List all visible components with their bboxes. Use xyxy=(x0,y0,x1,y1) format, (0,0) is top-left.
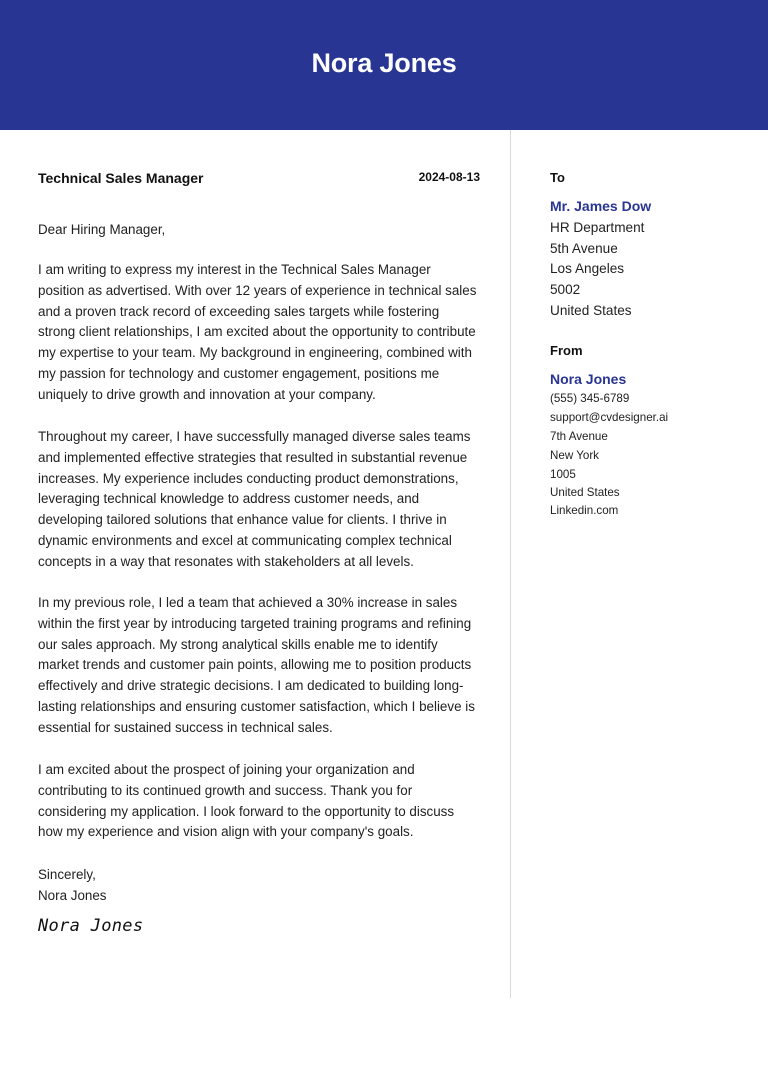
letter-date: 2024-08-13 xyxy=(418,170,480,184)
paragraph: In my previous role, I led a team that achieved a 30% increase in sales within the first year by introducing targeted training programs and refining our sales approach. My strong analytical skills enable me to identify market trends and customer pain points, allowing me to position products effectively and drive strategic decisions. I am dedicated to building long-lasting relationships and ensuring customer satisfaction, which I believe is essential for sustained success in technical sales. xyxy=(38,595,475,735)
sender-city: New York xyxy=(550,449,599,462)
recipient-country: United States xyxy=(550,303,632,318)
closing: Sincerely, xyxy=(38,867,96,882)
header-banner xyxy=(0,0,768,130)
title-row xyxy=(38,168,480,190)
applicant-name: Nora Jones xyxy=(311,48,457,78)
sender-email: support@cvdesigner.ai xyxy=(550,411,669,424)
recipient-city: Los Angeles xyxy=(550,261,625,276)
sender-name: Nora Jones xyxy=(550,371,627,387)
closing-name: Nora Jones xyxy=(38,888,107,903)
paragraph: I am excited about the prospect of joining your organization and contributing to its continued growth and success. Thank you for considering my application. I look forward to the opportunity to discuss how my experience and vision align with your company's goals. xyxy=(38,762,455,840)
recipient-department: HR Department xyxy=(550,220,645,235)
letter-body xyxy=(38,168,480,936)
recipient-street: 5th Avenue xyxy=(550,241,618,256)
sender-street: 7th Avenue xyxy=(550,430,608,443)
from-heading: From xyxy=(550,343,583,358)
sender-phone: (555) 345-6789 xyxy=(550,392,630,405)
paragraph: I am writing to express my interest in the Technical Sales Manager position as advertised. With over 12 years of experience in technical sales and a proven track record of exceeding sales targets while fostering strong client relationships, I am excited about the opportunity to contribute my expertise to your team. My background in engineering, combined with my passion for technology and customer engagement, positions me uniquely to drive growth and innovation at your company. xyxy=(38,262,477,402)
column-divider xyxy=(510,130,511,998)
sender-linkedin: Linkedin.com xyxy=(550,504,619,517)
to-heading: To xyxy=(550,170,565,185)
job-title: Technical Sales Manager xyxy=(38,170,204,186)
salutation: Dear Hiring Manager, xyxy=(38,222,166,237)
paragraph: Throughout my career, I have successfully managed diverse sales teams and implemented effective strategies that resulted in substantial revenue increases. My experience includes conducting product demonstrations, leveraging technical knowledge to address customer needs, and developing tailored solutions that enhance value for clients. I thrive in dynamic environments and excel at communicating complex technical concepts in a way that resonates with stakeholders at all levels. xyxy=(38,429,471,569)
sender-zip: 1005 xyxy=(550,468,576,481)
recipient-name: Mr. James Dow xyxy=(550,198,652,214)
recipient-zip: 5002 xyxy=(550,282,581,297)
sender-country: United States xyxy=(550,486,620,499)
signature: Nora Jones xyxy=(38,916,144,936)
